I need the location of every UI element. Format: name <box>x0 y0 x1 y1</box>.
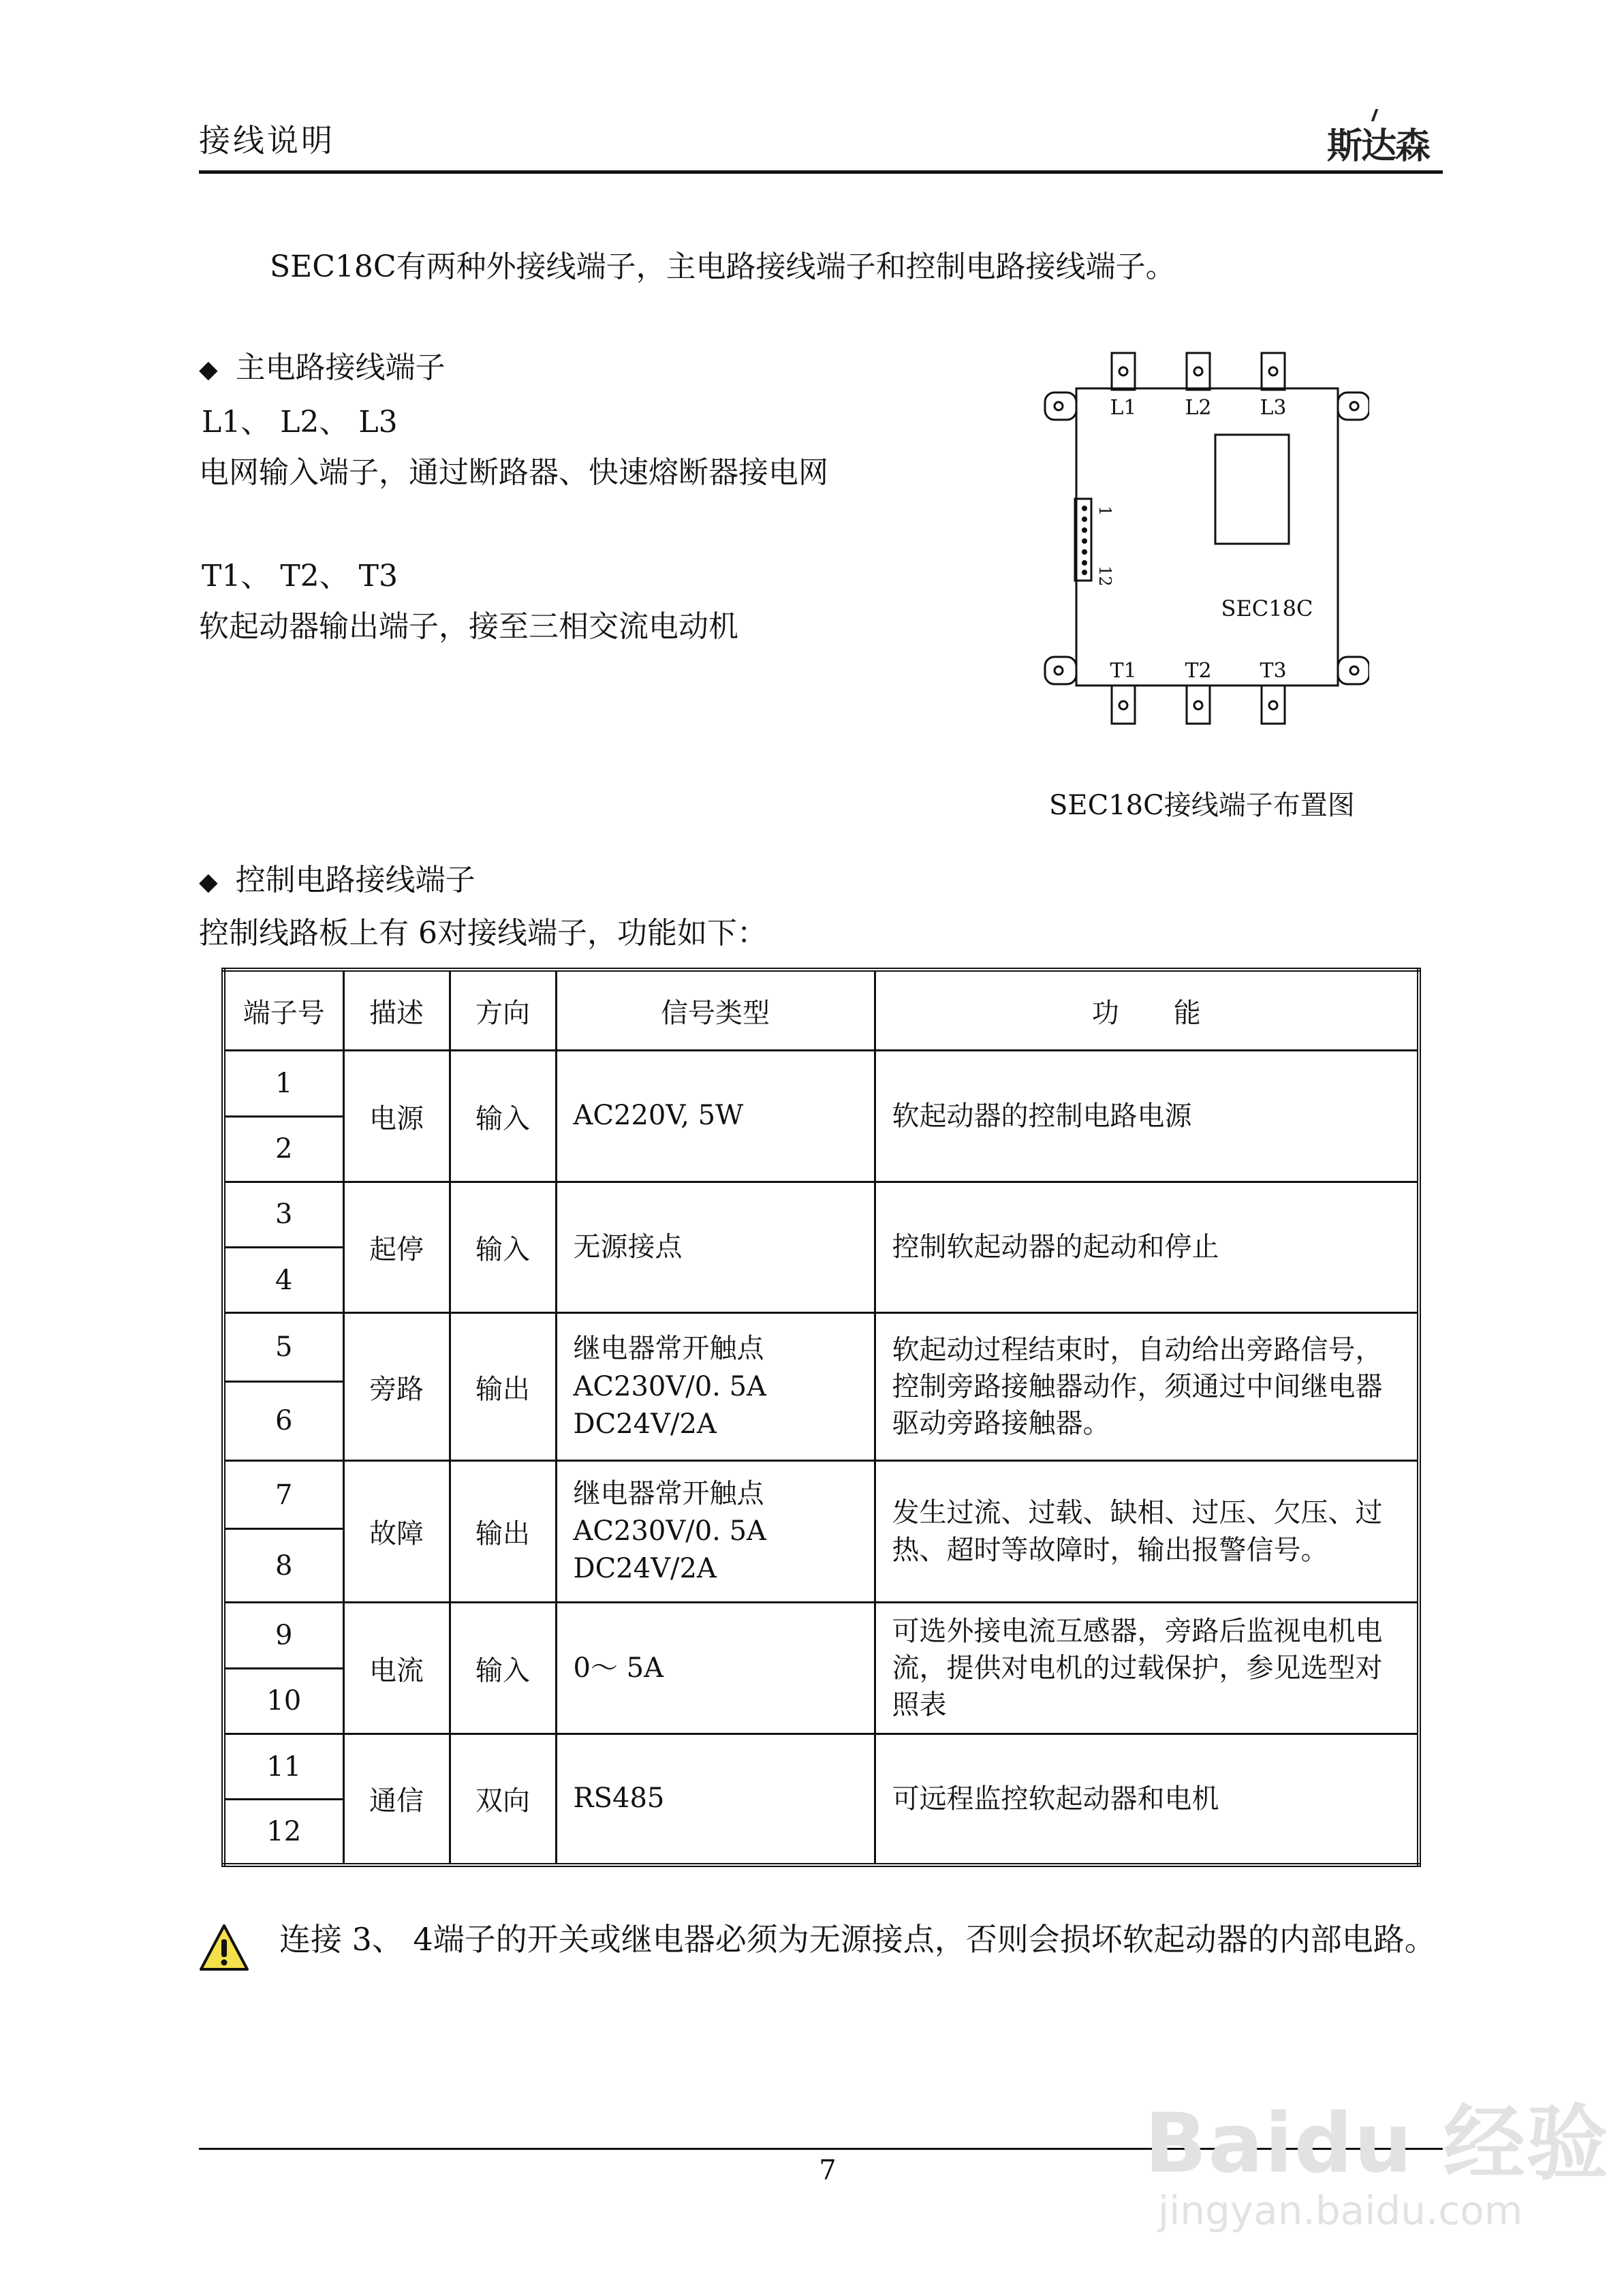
section-title: 接线说明 <box>199 122 335 159</box>
terminal-number: 10 <box>223 1668 343 1734</box>
mounting-ears <box>1045 392 1369 684</box>
model-label: SEC18C <box>1221 596 1313 621</box>
table-row <box>223 1313 1419 1381</box>
terminal-table <box>221 968 1421 1867</box>
terminal-signal: AC220V, 5W <box>556 1051 875 1182</box>
terminal-signal: 0～ 5A <box>556 1603 875 1734</box>
connector-label-first: 1 <box>1095 506 1114 517</box>
terminal-number: 6 <box>223 1381 343 1460</box>
terminal-function: 控制软起动器的起动和停止 <box>875 1182 1419 1313</box>
terminal-number: 9 <box>223 1603 343 1668</box>
terminal-desc: 旁路 <box>343 1313 450 1461</box>
watermark-brand: Baidu 经验 <box>1144 2097 1610 2191</box>
terminal-function: 软起动过程结束时，自动给出旁路信号，控制旁路接触器动作，须通过中间继电器驱动旁路接触器。 <box>875 1313 1419 1461</box>
output-terminals-desc: 软起动器输出端子，接至三相交流电动机 <box>199 609 738 644</box>
table-row <box>223 1603 1419 1668</box>
terminal-number: 5 <box>223 1313 343 1381</box>
label-t1: T1 <box>1110 659 1137 683</box>
table-row <box>223 1734 1419 1799</box>
terminal-direction: 输出 <box>450 1460 556 1603</box>
watermark-url: jingyan.baidu.com <box>1158 2187 1523 2234</box>
terminal-number: 12 <box>223 1800 343 1865</box>
table-header-row <box>223 970 1419 1051</box>
brand-logo: 斯达森 <box>1327 126 1430 167</box>
terminal-desc: 电源 <box>343 1051 450 1182</box>
label-t3: T3 <box>1260 659 1287 683</box>
terminal-signal: 继电器常开触点 AC230V/0. 5A DC24V/2A <box>556 1460 875 1603</box>
main-circuit-heading-text: 主电路接线端子 <box>235 350 446 385</box>
terminal-number: 4 <box>223 1248 343 1313</box>
terminal-desc: 起停 <box>343 1182 450 1313</box>
table-row <box>223 1051 1419 1116</box>
control-circuit-heading-text: 控制电路接线端子 <box>235 863 475 897</box>
display-window <box>1215 435 1289 544</box>
terminal-number: 2 <box>223 1116 343 1182</box>
terminal-direction: 输入 <box>450 1182 556 1313</box>
control-circuit-desc: 控制线路板上有 6对接线端子，功能如下： <box>199 916 767 951</box>
header-terminal-no: 端子号 <box>223 970 343 1051</box>
bottom-terminals <box>1112 686 1285 724</box>
header-function: 功 能 <box>875 970 1419 1051</box>
control-circuit-heading <box>199 863 475 899</box>
diagram-caption: SEC18C接线端子布置图 <box>1049 790 1355 821</box>
terminal-desc: 故障 <box>343 1460 450 1603</box>
terminal-number: 8 <box>223 1529 343 1603</box>
label-t2: T2 <box>1185 659 1212 683</box>
warning-icon <box>199 1923 249 1973</box>
page-number: 7 <box>819 2155 837 2186</box>
label-l2: L2 <box>1185 396 1212 420</box>
terminal-desc: 电流 <box>343 1603 450 1734</box>
header-rule <box>199 170 1443 174</box>
header-signal-type: 信号类型 <box>556 970 875 1051</box>
terminal-number: 7 <box>223 1460 343 1528</box>
terminal-direction: 输入 <box>450 1051 556 1182</box>
label-l3: L3 <box>1260 396 1287 420</box>
main-circuit-heading <box>199 350 446 386</box>
terminal-number: 3 <box>223 1182 343 1247</box>
terminal-function: 可远程监控软起动器和电机 <box>875 1734 1419 1865</box>
header-direction: 方向 <box>450 970 556 1051</box>
terminal-signal: RS485 <box>556 1734 875 1865</box>
top-terminals <box>1112 353 1285 390</box>
intro-paragraph: SEC18C有两种外接线端子，主电路接线端子和控制电路接线端子。 <box>270 249 1176 284</box>
diamond-bullet-icon: ◆ <box>199 356 218 384</box>
table-row <box>223 1182 1419 1247</box>
output-terminals: T1、 T2、 T3 <box>202 559 398 594</box>
warning-text: 连接 3、 4端子的开关或继电器必须为无源接点，否则会损坏软起动器的内部电路。 <box>279 1921 1436 1958</box>
terminal-function: 软起动器的控制电路电源 <box>875 1051 1419 1182</box>
label-l1: L1 <box>1110 396 1137 420</box>
header-description: 描述 <box>343 970 450 1051</box>
terminal-direction: 输入 <box>450 1603 556 1734</box>
terminal-function: 发生过流、过载、缺相、过压、欠压、过热、超时等故障时，输出报警信号。 <box>875 1460 1419 1603</box>
terminal-signal: 无源接点 <box>556 1182 875 1313</box>
terminal-function: 可选外接电流互感器，旁路后监视电机电流，提供对电机的过载保护，参见选型对照表 <box>875 1603 1419 1734</box>
table-row <box>223 1460 1419 1528</box>
terminal-direction: 双向 <box>450 1734 556 1865</box>
connector-label-last: 12 <box>1095 566 1114 587</box>
terminal-signal: 继电器常开触点 AC230V/0. 5A DC24V/2A <box>556 1313 875 1461</box>
terminal-number: 11 <box>223 1734 343 1799</box>
terminal-number: 1 <box>223 1051 343 1116</box>
input-terminals-desc: 电网输入端子，通过断路器、快速熔断器接电网 <box>199 455 828 490</box>
terminal-direction: 输出 <box>450 1313 556 1461</box>
terminal-desc: 通信 <box>343 1734 450 1865</box>
starter-body <box>1076 388 1338 686</box>
diamond-bullet-icon: ◆ <box>199 868 218 896</box>
connector-pins <box>1082 506 1087 575</box>
input-terminals: L1、 L2、 L3 <box>202 405 398 440</box>
terminal-layout-diagram <box>1042 348 1369 750</box>
